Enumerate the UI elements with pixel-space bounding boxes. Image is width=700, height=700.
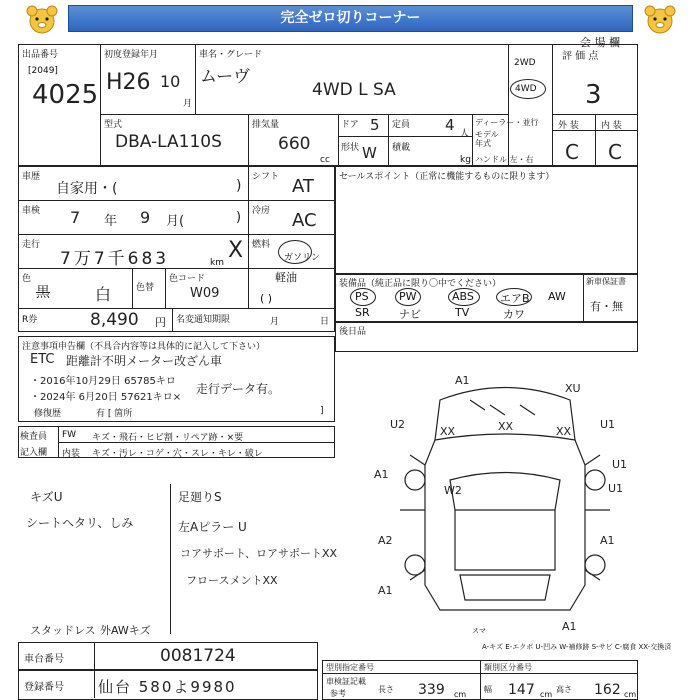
recycle-value: 8,490: [90, 310, 139, 330]
inspection-label: 車検: [22, 206, 41, 216]
equipment-ps: PS: [355, 290, 369, 303]
mark-a1-right: A1: [600, 534, 615, 547]
fw-label: FW: [62, 430, 77, 440]
inspection-year-unit: 年: [104, 214, 118, 229]
mark-a2: A2: [378, 534, 393, 547]
mark-u1-right: U1: [600, 418, 616, 431]
venue-label: 会 場 欄: [580, 36, 620, 49]
int-check-label: 内装: [62, 449, 81, 459]
displacement-value: 660: [278, 134, 311, 154]
ext-grade: C: [565, 140, 579, 164]
model-label: 型式: [104, 120, 123, 130]
mark-a1-bottom: A1: [562, 620, 577, 633]
mark-sumi: スマ: [472, 627, 486, 635]
color-label: 色: [22, 274, 32, 284]
int-grade: C: [608, 140, 622, 164]
reg-month: 10: [160, 72, 181, 91]
mark-xx-2: XX: [498, 420, 514, 433]
sales-point-label: セールスポイント（正常に機能するものに限ります）: [339, 172, 555, 182]
inspection-month: 9: [140, 208, 151, 227]
grade: 4WD L SA: [312, 80, 396, 100]
fuel-diesel: 軽油: [275, 271, 297, 284]
equipment-sr: SR: [355, 306, 370, 319]
width-unit: cm: [540, 690, 553, 699]
equipment-tv: TV: [455, 306, 470, 319]
registration-number: 仙台 580よ9980: [98, 678, 237, 696]
mark-xx-3: XX: [556, 425, 572, 438]
shape-label: 形状: [341, 143, 360, 153]
ac-value: AC: [292, 210, 317, 231]
equipment-airbag: エアB: [500, 292, 530, 305]
mark-a1-front: A1: [455, 374, 470, 387]
fuel-paren: ( ): [260, 292, 273, 305]
int-items: キズ・汚レ・コゲ・穴・スレ・キレ・破レ: [92, 449, 263, 459]
usage-close: ): [236, 178, 242, 194]
int-label: 内 装: [601, 121, 622, 131]
chassis-number: 0081724: [160, 646, 236, 666]
ac-label: 冷房: [252, 206, 271, 216]
hw-right3: コアサポート、ロアサポートXX: [180, 547, 338, 560]
mileage-label: 走行: [22, 240, 41, 250]
mark-a1-rear: A1: [378, 584, 393, 597]
height-value: 162: [594, 682, 621, 698]
mascot-bear-icon: [640, 3, 680, 37]
hw-left2: シートヘタリ、しみ: [26, 516, 134, 530]
spec-label: 型別指定番号: [326, 663, 374, 672]
notes-label: 注意事項申告欄（不具合内容等は具体的に記入して下さい）: [22, 342, 266, 352]
notes-line3-suffix: 走行データ有。: [196, 382, 281, 396]
equipment-abs: ABS: [452, 290, 474, 303]
notes-line2: ・2016年10月29日 65785キロ: [30, 376, 176, 387]
height-unit: cm: [624, 690, 637, 699]
fuel-label: 燃料: [252, 240, 271, 250]
length-unit: cm: [454, 690, 467, 699]
notice-month: 月: [270, 317, 280, 327]
color-value: 白: [95, 285, 112, 304]
length-value: 339: [418, 682, 445, 698]
entry-label: 記入欄: [20, 448, 48, 458]
displacement-label: 排気量: [252, 120, 280, 130]
doors-value: 5: [370, 116, 380, 134]
kg-unit: kg: [460, 155, 471, 165]
header-block: [18, 44, 638, 166]
drive-value: 4WD: [515, 84, 537, 94]
mascot-bear-icon: [22, 3, 62, 37]
hw-right4: フロースメントXX: [186, 574, 278, 587]
model-year-label: モデル年式: [475, 130, 499, 148]
notice-label: 名変通知期限: [176, 315, 231, 325]
cc-unit: cc: [320, 155, 330, 165]
repair-label: 修復歴: [34, 409, 62, 419]
color-old: 黒: [36, 285, 50, 301]
lot-sub: [2049]: [28, 66, 58, 76]
shift-value: AT: [292, 176, 314, 197]
equipment-navi: ナビ: [399, 308, 421, 321]
ext-label: 外 装: [558, 121, 579, 131]
shape-value: W: [362, 144, 377, 162]
new-warranty-label: 新車保証書: [586, 277, 626, 286]
color-code-label: 色コード: [169, 274, 206, 284]
length-label: 長さ: [378, 685, 394, 694]
notes-line1: 距離計不明メーター改ざん車: [66, 354, 223, 368]
mark-w2: W2: [444, 484, 462, 497]
sales-point-box: [335, 166, 638, 274]
hw-right1: 足廻りS: [178, 490, 222, 504]
score-label: 評 価 点: [562, 51, 599, 62]
registration-label: 登録番号: [24, 682, 64, 693]
post-fit-box: [335, 322, 638, 352]
notice-day: 日: [320, 317, 330, 327]
era-year: H26: [106, 70, 151, 95]
equipment-aw: AW: [548, 290, 566, 303]
car-name: ムーヴ: [200, 67, 251, 87]
mark-xu: XU: [565, 382, 581, 395]
fuel-gas: ガソリン: [284, 253, 321, 263]
equipment-label: 装備品（純正品に限り〇中でください）: [339, 279, 502, 289]
color-change-label: 色替: [136, 283, 155, 293]
inspection-year: 7: [70, 208, 81, 227]
model-value: DBA-LA110S: [115, 132, 222, 152]
equipment-leather: カワ: [503, 308, 525, 321]
width-value: 147: [508, 682, 535, 698]
inspection-reg-label: 車検証記載: [326, 677, 366, 686]
hw-right2: 左Aピラー U: [178, 520, 247, 534]
month-unit: 月: [183, 99, 193, 109]
damage-legend: A-キズ E-エクボ U-凹み W-補修跡 S-サビ C-腐食 XX-交換済: [482, 643, 672, 651]
km-unit: km: [210, 258, 224, 268]
repair-value: 有 [ 箇所: [96, 409, 133, 419]
inspector-label: 検査員: [20, 432, 48, 442]
mark-u2: U2: [390, 418, 406, 431]
recycle-label: R券: [22, 315, 38, 325]
seats-value: 4: [445, 116, 455, 134]
notes-etc: ETC: [30, 352, 55, 367]
doors-label: ドア: [341, 120, 359, 130]
yen-unit: 円: [155, 316, 166, 329]
usage-label: 車歴: [22, 172, 41, 182]
color-code: W09: [190, 286, 220, 301]
mark-a1-left: A1: [374, 468, 389, 481]
car-name-label: 車名・グレード: [199, 50, 263, 60]
mileage-mark: X: [228, 238, 244, 263]
mark-u1-side: U1: [608, 482, 624, 495]
mark-xx-1: XX: [440, 425, 456, 438]
page-banner: 完全ゼロ切りコーナー: [68, 5, 633, 32]
car-damage-diagram: [370, 370, 640, 640]
width-label: 幅: [484, 685, 492, 694]
ref-label: 参考: [330, 689, 346, 698]
load-label: 積載: [392, 143, 411, 153]
usage-value: 自家用・(: [56, 181, 118, 197]
score-value: 3: [585, 80, 602, 110]
lot-label: 出品番号: [22, 50, 59, 60]
shift-label: シフト: [252, 172, 280, 182]
handle-label: ハンドル 左・右: [475, 155, 534, 164]
seats-label: 定員: [392, 120, 411, 130]
hw-bottom-mid: 外AWキズ: [100, 624, 151, 637]
chassis-label: 車台番号: [24, 654, 64, 665]
drive-2wd-label: 2WD: [514, 58, 536, 68]
mileage-value: 7万7千683: [60, 249, 170, 269]
new-warranty-value: 有・無: [590, 300, 623, 313]
hw-left1: キズU: [30, 490, 63, 504]
inspection-close: ): [236, 210, 242, 225]
dealer-label: ディーラー・並行: [475, 118, 539, 127]
height-label: 高さ: [556, 685, 572, 694]
hw-bottom-left: スタッドレス: [30, 624, 96, 637]
post-fit-label: 後日品: [339, 327, 367, 337]
mark-u1-top: U1: [612, 458, 628, 471]
inspection-month-unit: 月(: [166, 214, 185, 229]
first-reg-label: 初度登録年月: [104, 50, 159, 60]
lot-number: 4025: [32, 80, 99, 110]
repair-close: ]: [320, 406, 324, 416]
notes-line3: ・2024年 6月20日 57621キロ×: [30, 392, 182, 403]
equipment-pw: PW: [399, 290, 417, 303]
class-label: 類別区分番号: [484, 663, 532, 672]
fw-items: キズ・飛石・ヒビ割・リペア跡・×要: [92, 433, 244, 443]
seats-unit: 人: [460, 129, 470, 139]
